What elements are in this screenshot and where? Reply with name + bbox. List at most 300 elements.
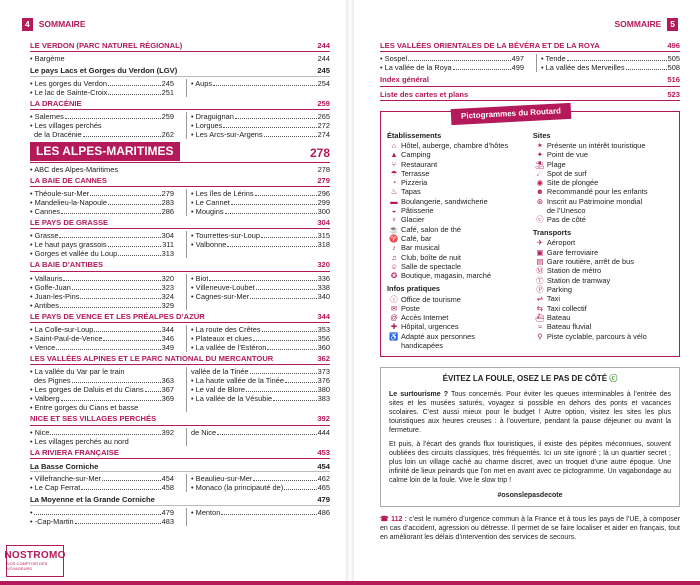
toc-columns — [30, 79, 330, 97]
toc-entry — [30, 283, 174, 292]
section-title: LA DRACÉNIE — [30, 98, 82, 108]
toc-entry-line — [191, 130, 330, 139]
pictogram-label — [547, 248, 673, 257]
toc-entry-title: • -Cap-Martin — [30, 517, 74, 526]
subsection-title: Le pays Lacs et Gorges du Verdon (LGV) — [30, 66, 178, 76]
pictogram-item — [387, 243, 527, 252]
toc-entry-page: 296 — [317, 188, 330, 198]
dot-leader — [90, 195, 161, 196]
section-page: 279 — [317, 175, 330, 185]
toc-entry — [191, 130, 330, 139]
pictogram-category: Transports — [532, 228, 572, 238]
toc-column-right — [186, 325, 330, 352]
section-heading — [30, 142, 330, 163]
pictogram-item — [387, 150, 527, 159]
pictogram-label-text: Piste cyclable, parcours à vélo — [546, 331, 647, 341]
toc-entry-line — [191, 367, 330, 376]
pictogram-item — [533, 197, 673, 215]
toc-entry-page: 251 — [161, 87, 174, 97]
subsection-page: 245 — [317, 66, 330, 76]
toc-entry-page: 454 — [161, 474, 174, 484]
dot-leader — [250, 373, 317, 374]
toc-entry-line — [191, 207, 330, 216]
toc-entry-page: 245 — [161, 78, 174, 88]
section-title: LA RIVIERA FRANÇAISE — [30, 447, 119, 457]
toc-entry — [191, 274, 330, 283]
pictogram-label-text: Boutique, magasin, marché — [401, 271, 491, 281]
pictogram-icon: ✦ — [536, 150, 543, 160]
pictogram-icon: Ⓜ — [536, 266, 544, 276]
toc-entry-line — [191, 394, 330, 403]
toc-column-left — [30, 274, 174, 310]
pictogram-label-text: Accès Internet — [401, 313, 449, 323]
toc-entry-page: 320 — [161, 273, 174, 283]
toc-entry — [191, 474, 330, 483]
toc-entry — [191, 79, 330, 88]
toc-extra-entry — [380, 90, 680, 101]
toc-entry-line — [191, 240, 330, 249]
dot-leader — [225, 213, 317, 214]
toc-columns — [30, 325, 330, 352]
toc-entry-line — [30, 301, 174, 310]
pictogram-label-text: Pizzeria — [401, 178, 428, 188]
pictogram-label-text: Bar musical — [401, 243, 440, 253]
pictogram-item — [533, 313, 673, 322]
subsection-heading — [30, 66, 330, 76]
toc-entry — [30, 292, 174, 301]
toc-entry-title: • Cagnes-sur-Mer — [191, 292, 249, 301]
toc-entry-title: • Le lac de Sainte-Croix — [30, 88, 107, 97]
dot-leader — [453, 69, 511, 70]
pictogram-icon: ✶ — [536, 140, 543, 150]
pictogram-label — [547, 187, 673, 196]
subsection-title: La Basse Corniche — [30, 461, 99, 471]
toc-entry-page: 244 — [317, 54, 330, 64]
toc-entry-page: 262 — [161, 129, 174, 139]
pictogram-label-text: Hôtel, auberge, chambre d’hôtes — [401, 140, 509, 150]
toc-entry-line — [30, 240, 174, 249]
pictogram-icon: ☕ — [389, 224, 399, 234]
toc-entry — [30, 112, 174, 121]
pictogram-label — [401, 322, 527, 331]
pictogram-label-text: Aéroport — [546, 238, 576, 248]
dot-leader — [75, 523, 161, 524]
toc-entry-title: • Juan-les-Pins — [30, 292, 79, 301]
toc-entry-page: 483 — [161, 516, 174, 526]
pictogram-label — [401, 332, 527, 350]
toc-entry — [30, 325, 174, 334]
pictogram-label-text: Station de tramway — [546, 275, 611, 285]
toc-entry-title: • Tourrettes-sur-Loup — [191, 231, 260, 240]
toc-entry-title: • Les gorges du Verdon — [30, 79, 107, 88]
pictogram-label-text: Poste — [401, 303, 420, 313]
pictogram-label-text: Recommandé pour les enfants — [546, 187, 648, 197]
pictogram-item — [533, 294, 673, 303]
toc-entry-page: 497 — [511, 54, 524, 64]
pictogram-label — [401, 304, 527, 313]
pictogram-item — [533, 238, 673, 247]
pictogram-label — [401, 141, 527, 150]
toc-extra-entry — [380, 75, 680, 86]
pictogram-item — [387, 262, 527, 271]
toc-entry-line — [191, 325, 330, 334]
box-paragraph-1: Le surtourisme ? Tous concernés. Pour éviter les queues interminables à l’entrée des sites et les musées saturés, voyagez si possible en dehors des ponts et vacances scolaires. C’est aussi mieux pour le budget ! Autre option, visitez les sites les plus touristiques aux heures creuses : à l’ouverture, pendant la pause déjeuner ou avant la fermeture. — [389, 390, 672, 434]
pictogram-item — [387, 295, 527, 304]
pictogram-label — [547, 197, 673, 215]
toc-entry — [191, 334, 330, 343]
pictogram-label — [547, 276, 673, 285]
toc-entry-title: • Entre gorges du Cians et basse — [30, 403, 174, 412]
toc-entry — [191, 343, 330, 352]
pictogram-label-text: Boulangerie, sandwicherie — [401, 196, 488, 206]
dot-leader — [56, 349, 160, 350]
right-page — [354, 0, 700, 585]
toc-entry-page: 274 — [317, 129, 330, 139]
right-page-header — [615, 18, 678, 31]
section-heading — [30, 312, 330, 323]
toc-entry-line — [191, 334, 330, 343]
pictogram-item — [387, 271, 527, 280]
section-heading — [30, 218, 330, 229]
toc-entry-line — [191, 508, 330, 517]
toc-entry-title: • Les Arcs-sur-Argens — [191, 130, 263, 139]
toc-entry — [30, 207, 174, 216]
toc-entry — [191, 508, 330, 517]
toc-entry-line — [30, 334, 174, 343]
pictogram-icon: ⇆ — [536, 303, 543, 313]
toc-entry — [30, 394, 174, 403]
toc-entry-page: 376 — [317, 376, 330, 386]
section-heading — [30, 41, 330, 52]
pictogram-icon: ◉ — [536, 178, 544, 188]
toc-entry — [191, 385, 330, 394]
pictogram-label-text: Club, boîte de nuit — [401, 252, 461, 262]
pictogram-item — [387, 322, 527, 331]
pictogram-label — [547, 322, 673, 331]
pictogram-label-text: Salle de spectacle — [401, 262, 461, 272]
pictogram-item — [533, 187, 673, 196]
toc-entry-page: 311 — [162, 240, 174, 250]
pictogram-label — [401, 243, 527, 252]
toc-entry-title: • Aups — [191, 79, 212, 88]
toc-entry-title: vallée de la Tinée — [191, 367, 249, 377]
toc-entry-title: • Antibes — [30, 301, 59, 310]
pictogram-item — [533, 276, 673, 285]
dot-leader — [567, 60, 667, 61]
section-title: LES VALLÉES ALPINES ET LE PARC NATIONAL DU MERCANTOUR — [30, 354, 274, 363]
toc-entry-line — [191, 428, 330, 437]
toc-section — [30, 41, 330, 97]
dot-leader — [256, 289, 317, 290]
dot-leader — [246, 391, 317, 392]
toc-entry-page: 346 — [161, 333, 174, 343]
toc-entry-line — [191, 231, 330, 240]
dot-leader — [235, 118, 317, 119]
toc-entry-title: • La vallée des Merveilles — [541, 63, 625, 72]
pictogram-item — [387, 160, 527, 169]
pictogram-icon: ◒ — [391, 206, 397, 216]
toc-extra-title: Liste des cartes et plans — [380, 89, 469, 99]
toc-entry-page: 508 — [667, 63, 680, 73]
toc-columns — [30, 274, 330, 310]
toc-entry-page: 313 — [161, 249, 174, 259]
dot-leader — [108, 85, 161, 86]
toc-left — [30, 39, 330, 526]
dot-leader — [223, 127, 316, 128]
toc-columns — [30, 112, 330, 139]
toc-entry-line — [191, 112, 330, 121]
toc-section — [30, 142, 330, 174]
dot-leader — [284, 489, 316, 490]
pictogram-label-text: Point de vue — [546, 150, 588, 160]
pictogram-label — [401, 313, 527, 322]
toc-entry-title: • La route des Crêtes — [191, 325, 261, 334]
toc-entry — [30, 189, 174, 198]
dot-leader — [61, 400, 161, 401]
toc-plain-entry — [30, 165, 330, 174]
toc-entry — [30, 301, 174, 310]
pictogram-item — [533, 266, 673, 275]
toc-entry-title: • Les villages perchés — [30, 121, 174, 130]
toc-entry-line — [191, 79, 330, 88]
toc-entry-continuation: des Pignes — [34, 376, 71, 386]
toc-extra — [380, 75, 680, 101]
toc-entry-title: de Nice — [191, 427, 217, 437]
section-page: 320 — [317, 260, 330, 270]
section-title: LES ALPES-MARITIMES — [30, 142, 180, 161]
pictogram-label — [401, 150, 527, 159]
subsection-heading — [30, 495, 330, 505]
pictogram-label-text: Taxi collectif — [546, 303, 587, 313]
toc-entry-page: 272 — [317, 120, 330, 130]
toc-entry-title — [30, 508, 33, 517]
toc-entry-page: 300 — [317, 206, 330, 216]
pictogram-item — [533, 215, 673, 224]
pictogram-label-text: Hôpital, urgences — [401, 322, 459, 332]
pictograms-title: Pictogrammes du Routard — [451, 103, 572, 125]
toc-entry — [30, 79, 174, 88]
pictogram-item — [387, 234, 527, 243]
toc-entry-page: 259 — [161, 111, 174, 121]
pictogram-label-text: Spot de surf — [546, 168, 587, 178]
toc-entry — [30, 240, 174, 249]
toc-entry-line — [30, 207, 174, 216]
toc-entry-title: • Draguignan — [191, 112, 234, 121]
toc-entry-title: • La vallée de la Roya — [380, 63, 452, 72]
section-title: NICE ET SES VILLAGES PERCHÉS — [30, 414, 157, 424]
toc-entry-title: • Le Cannet — [191, 198, 230, 207]
dot-leader — [209, 280, 316, 281]
toc-entry-line — [191, 274, 330, 283]
section-page: 244 — [317, 41, 330, 50]
toc-entry-page: 279 — [161, 188, 174, 198]
toc-column-right — [186, 79, 330, 97]
dot-leader — [108, 246, 162, 247]
pictogram-label — [547, 238, 673, 247]
toc-entry-title: • Villeneuve-Loubet — [191, 283, 255, 292]
toc-entry — [380, 63, 524, 72]
toc-entry — [30, 508, 174, 517]
toc-entry — [191, 292, 330, 301]
toc-entry — [30, 437, 174, 446]
pictogram-label-text: Café, bar — [401, 234, 432, 244]
pictogram-icon: ✈ — [536, 238, 543, 248]
section-page: 453 — [317, 447, 330, 457]
pictogram-label-text: Tapas — [401, 187, 421, 197]
toc-column-left — [30, 367, 174, 412]
pictogram-item — [533, 178, 673, 187]
section-page: 304 — [317, 217, 330, 227]
pictogram-icon: ✪ — [390, 271, 398, 281]
pictogram-label — [547, 266, 673, 275]
toc-section — [30, 99, 330, 139]
toc-entry-page: 462 — [317, 474, 330, 484]
pictogram-label — [401, 234, 527, 243]
pictogram-category: Infos pratiques — [387, 284, 440, 294]
toc-entry-line — [30, 376, 174, 385]
dot-leader — [103, 340, 160, 341]
toc-columns — [30, 189, 330, 216]
toc-entry-line — [191, 474, 330, 483]
section-title: LE PAYS DE GRASSE — [30, 217, 109, 227]
toc-entry-line — [30, 130, 174, 139]
dot-leader — [63, 280, 160, 281]
section-heading — [380, 41, 680, 52]
toc-column-right — [186, 231, 330, 258]
pictogram-label-text: Terrasse — [401, 168, 430, 178]
toc-section — [30, 176, 330, 216]
pictogram-icon: ✉ — [390, 303, 398, 313]
toc-entry-title: • Mandelieu-la-Napoule — [30, 198, 107, 207]
pictogram-label-text: Camping — [401, 150, 431, 160]
toc-entry-line — [30, 343, 174, 352]
toc-entry — [30, 367, 174, 385]
toc-entry — [191, 283, 330, 292]
dot-leader — [81, 489, 160, 490]
toc-column-left — [30, 79, 174, 97]
pictogram-icon: ⇌ — [536, 294, 543, 304]
toc-entry — [191, 112, 330, 121]
pictogram-label-text: Inscrit au Patrimoine mondial — [546, 196, 643, 206]
toc-entry-title: • La vallée de la Vésubie — [191, 394, 272, 403]
toc-entry-page: 299 — [317, 197, 330, 207]
toc-section — [380, 41, 680, 72]
page-header-title: SOMMAIRE — [614, 19, 662, 30]
pictogram-icon: ☂ — [390, 168, 398, 178]
toc-entry-line — [191, 483, 330, 492]
toc-entry-title: • Plateaux et clues — [191, 334, 252, 343]
dot-leader — [108, 94, 160, 95]
pictogram-item — [387, 197, 527, 206]
toc-entry-page: 465 — [317, 483, 330, 493]
dot-leader — [72, 382, 161, 383]
toc-entry-page: 458 — [161, 483, 174, 493]
toc-entry — [191, 376, 330, 385]
toc-entry-title: • Le Cap Ferrat — [30, 483, 80, 492]
pictogram-item — [533, 248, 673, 257]
subsection-page: 454 — [317, 461, 330, 471]
pictogram-icon: ☺ — [390, 262, 398, 272]
pictogram-label — [401, 253, 527, 262]
dot-leader — [80, 298, 160, 299]
toc-column-right — [186, 367, 330, 412]
toc-columns — [30, 428, 330, 446]
pictogram-icon: ≈ — [537, 322, 542, 332]
toc-entry-title: • Bargème — [30, 54, 65, 64]
toc-entry-line — [30, 231, 174, 240]
pictogram-label — [547, 178, 673, 187]
toc-column-left — [30, 325, 174, 352]
toc-entry-title: • Les gorges de Daluis et du Cians — [30, 385, 144, 394]
toc-entry-line — [30, 483, 174, 492]
toc-entry — [30, 385, 174, 394]
pictogram-label — [547, 160, 673, 169]
toc-entry-title: • Vallauris — [30, 274, 62, 283]
pictogram-item — [533, 304, 673, 313]
toc-column-right — [186, 428, 330, 446]
pictogram-label — [401, 178, 527, 187]
toc-entry-title: • La vallée du Var par le train — [30, 367, 174, 376]
toc-entry-line — [30, 394, 174, 403]
section-page: 362 — [317, 354, 330, 363]
toc-entry-line — [380, 63, 524, 72]
dot-leader — [118, 255, 160, 256]
section-page: 259 — [317, 98, 330, 108]
toc-entry-line — [191, 121, 330, 130]
toc-entry-page: 324 — [161, 291, 174, 301]
toc-extra-page: 516 — [667, 75, 680, 85]
toc-entry-page: 254 — [317, 78, 330, 88]
pas-de-cote-icon: ⓒ — [609, 374, 618, 384]
dot-leader — [285, 382, 317, 383]
toc-entry-page: 486 — [317, 507, 330, 517]
pictogram-label — [401, 197, 527, 206]
pictogram-icon: ▬ — [390, 196, 398, 206]
toc-entry — [191, 189, 330, 198]
toc-plain-entry — [30, 54, 330, 63]
toc-entry-line — [30, 189, 174, 198]
toc-entry-title: • La Colle-sur-Loup — [30, 325, 93, 334]
pictogram-icon: ♨ — [390, 187, 398, 197]
pictogram-icon: ♆ — [391, 215, 397, 225]
toc-entry-title: • Mougins — [191, 207, 224, 216]
toc-entry-page: 338 — [317, 282, 330, 292]
pictogram-label-text: Gare ferroviaire — [546, 247, 599, 257]
toc-entry — [191, 483, 330, 492]
section-heading — [30, 176, 330, 187]
toc-entry — [30, 121, 174, 139]
toc-entry-line — [380, 54, 524, 63]
pictograms-right-column — [533, 130, 673, 350]
toc-entry-title: • Villefranche-sur-Mer — [30, 474, 101, 483]
left-page — [0, 0, 346, 585]
dot-leader — [261, 237, 317, 238]
pictogram-icon: @ — [390, 313, 398, 323]
toc-entry-title: • Théoule-sur-Mer — [30, 189, 89, 198]
toc-entry — [30, 274, 174, 283]
dot-leader — [34, 514, 161, 515]
toc-entry — [191, 325, 330, 334]
pictogram-item — [533, 332, 673, 341]
toc-entry-page: 344 — [161, 324, 174, 334]
pictogram-icon: ⊛ — [536, 196, 543, 206]
pictogram-item — [387, 215, 527, 224]
toc-entry-title: • Cannes — [30, 207, 60, 216]
toc-entry-line — [30, 325, 174, 334]
pictogram-icon: ⛱ — [535, 159, 545, 169]
toc-entry-title: • Biot — [191, 274, 208, 283]
subsection-page: 479 — [317, 495, 330, 505]
